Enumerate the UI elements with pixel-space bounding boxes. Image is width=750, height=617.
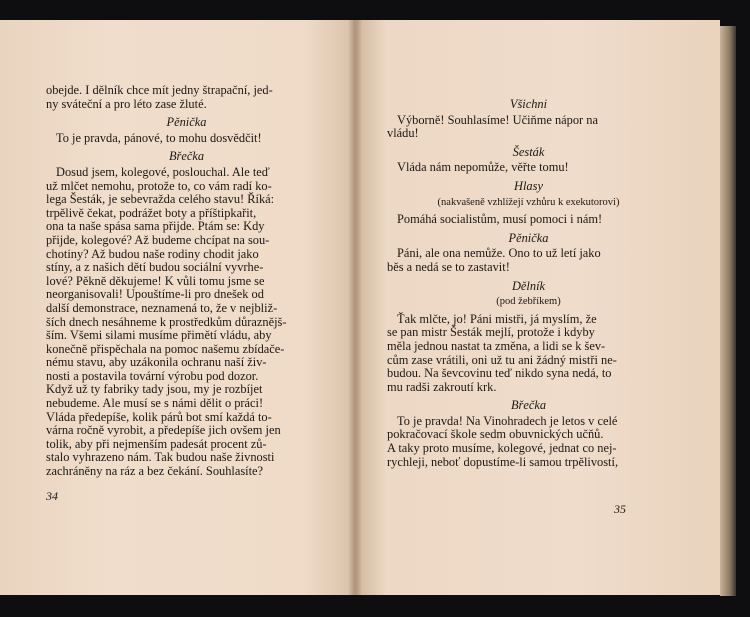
- stage-direction: (nakvašeně vzhlížejí vzhůru k exekutorovi): [437, 196, 620, 208]
- text-line: budou. Na ševcovinu teď nikdo syna nedá, to: [387, 366, 612, 381]
- opening-paragraph: [46, 84, 327, 111]
- text-line: Když už ty fabriky tady jsou, my je rozbíjet: [46, 382, 263, 397]
- text-line: várna ročně vyrobit, a předepíše jich ovšem jen: [46, 423, 281, 438]
- text-line: cům zase vrátili, oni už tu ani žádný mistři ne-: [387, 352, 617, 367]
- text-line: Vláda předepíše, kolik párů bot smí každá to-: [46, 409, 272, 424]
- text-line: Pomáhá socialistům, musí pomoci i nám!: [397, 212, 603, 227]
- text-line: nebudeme. Ale musí se s námi dělit o práci!: [46, 396, 264, 411]
- text-line: lega Šesták, je sebevražda celého stavu! Říká:: [46, 192, 275, 207]
- text-line: Ťak mlčte, jo! Páni mistři, já myslím, že: [397, 311, 597, 326]
- text-line: To je pravda! Na Vinohradech je letos v celé: [397, 413, 618, 428]
- left-page: [0, 20, 357, 595]
- text-line: neorganisovali! Upouštíme-li pro dnešek od: [46, 287, 264, 302]
- page-number: 34: [46, 489, 58, 503]
- text-line: vládu!: [387, 126, 419, 141]
- text-line: Výborně! Souhlasíme! Učiňme nápor na: [397, 112, 598, 127]
- open-book: [0, 20, 740, 595]
- speaker-name: Pěnička: [508, 230, 549, 245]
- speaker-name: Všichni: [509, 97, 548, 111]
- text-line: nému stavu, aby uzákonila ochranu naší živ-: [46, 355, 267, 370]
- speaker-name: Pěnička: [166, 115, 207, 130]
- text-line: ny sváteční a pro léto zase žluté.: [46, 96, 207, 111]
- text-line: tolik, aby při nejmenším padesát procent zů-: [46, 436, 267, 451]
- text-line: se pan mistr Šesták mejlí, protože i kdyby: [387, 325, 595, 340]
- speaker-name: Břečka: [510, 398, 547, 413]
- text-line: přijde, kolegové? Až budeme chcípat na sou-: [46, 232, 270, 247]
- text-line: měla jednou nastat ta změna, a lidi se k šev-: [387, 338, 606, 353]
- stage-direction: (pod žebříkem): [496, 296, 561, 308]
- text-line: zachráněny na ráz a bez čekání. Souhlasíte?: [46, 464, 264, 479]
- text-line: Vláda nám nepomůže, věřte tomu!: [397, 160, 569, 175]
- page-number: 35: [614, 502, 626, 516]
- speaker-name: Břečka: [168, 149, 205, 164]
- text-line: konečně přispěchala na pomoc našemu zbídače-: [46, 341, 285, 356]
- text-line: To je pravda, pánové, to mohu dosvědčit!: [56, 130, 262, 145]
- text-line: Dosud jsem, kolegové, poslouchal. Ale teď: [56, 164, 270, 179]
- text-line: běs a nedá se to zastavit!: [387, 259, 510, 274]
- speaker-name: Hlasy: [514, 178, 543, 193]
- speech-brecka: [46, 166, 327, 479]
- text-line: obejde. I dělník chce mít jedny štrapační, jed-: [46, 83, 273, 97]
- speaker-name: Šesták: [512, 144, 545, 159]
- text-line: rychleji, neboť dopustíme-li samou trpělivostí,: [387, 454, 619, 469]
- text-line: už mlčet nemohu, protože to, co vám radí ko-: [46, 178, 272, 193]
- right-page: [357, 20, 720, 595]
- text-line: ona ta naše spása sama přijde. Ptám se: Kdy: [46, 219, 265, 234]
- text-line: nosti a postavila tovární výrobu pod dozor.: [46, 368, 259, 383]
- text-line: pokračovací škole sedm obuvnických učňů.: [387, 427, 604, 442]
- text-line: další demonstrace, neznamená to, že v nejbliž-: [46, 300, 278, 315]
- page-edge: [720, 26, 736, 596]
- text-line: chotiny? Až budou naše rodiny chodit jako: [46, 246, 259, 261]
- text-line: mu radši zakroutí krk.: [387, 379, 497, 394]
- text-line: Páni, ale ona nemůže. Ono to už letí jako: [397, 246, 601, 261]
- book-gutter: [348, 20, 362, 595]
- text-line: trpělivě čekat, podrážet boty a příštipkařit,: [46, 205, 257, 220]
- text-line: stalo vyhrazeno nám. Tak budou naše živnosti: [46, 450, 275, 465]
- text-line: lové? Pěkně děkujeme! K vůli tomu jsme se: [46, 273, 265, 288]
- text-line: ším. Všemi silami musíme přimětí vládu, aby: [46, 328, 272, 343]
- text-line: stíny, a z našich dětí budou sociální vyvrhe-: [46, 260, 264, 275]
- text-line: A taky proto musíme, kolegové, jednat co nej-: [387, 441, 617, 456]
- speaker-name: Dělník: [511, 278, 546, 293]
- text-line: ších dnech nesáhneme k prostředkům důraznějš-: [46, 314, 287, 329]
